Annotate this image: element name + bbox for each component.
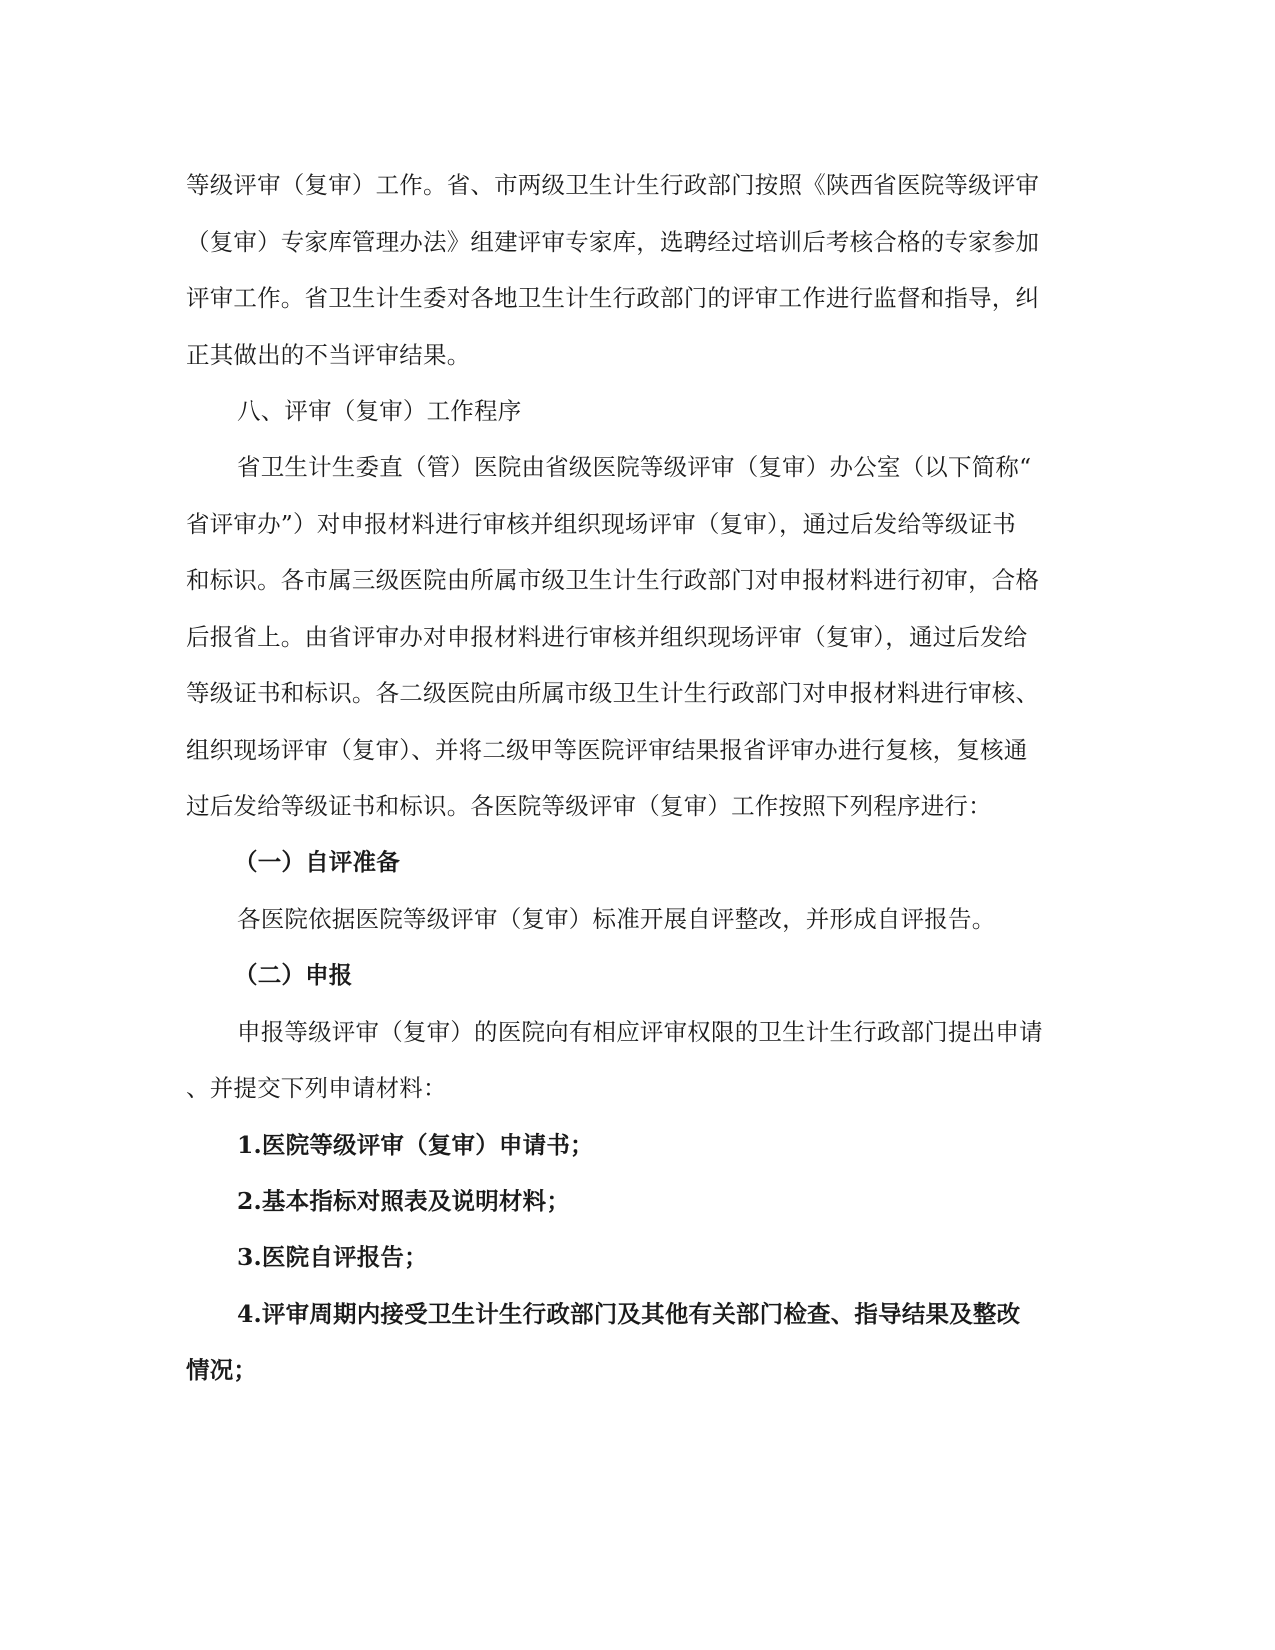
text-line: （复审）专家库管理办法》组建评审专家库，选聘经过培训后考核合格的专家参加	[186, 228, 1040, 256]
subsection-heading-self-evaluation: （一）自评准备	[234, 848, 400, 876]
text-line: 各医院依据医院等级评审（复审）标准开展自评整改，并形成自评报告。	[237, 905, 996, 933]
text-line: 评审工作。省卫生计生委对各地卫生计生行政部门的评审工作进行监督和指导，纠	[186, 284, 1040, 312]
text-line: 正其做出的不当评审结果。	[186, 341, 471, 369]
text-line: 申报等级评审（复审）的医院向有相应评审权限的卫生计生行政部门提出申请	[237, 1018, 1043, 1046]
text-line: 、并提交下列申请材料：	[186, 1074, 447, 1102]
list-item: 4.评审周期内接受卫生计生行政部门及其他有关部门检查、指导结果及整改	[237, 1300, 1021, 1328]
text-line: 后报省上。由省评审办对申报材料进行审核并组织现场评审（复审），通过后发给	[186, 623, 1028, 651]
text-line: 省评审办”）对申报材料进行审核并组织现场评审（复审），通过后发给等级证书	[186, 510, 1016, 538]
section-heading: 八、评审（复审）工作程序	[237, 397, 522, 425]
list-item: 2.基本指标对照表及说明材料；	[237, 1187, 571, 1215]
list-item: 3.医院自评报告；	[237, 1243, 428, 1271]
text-line: 过后发给等级证书和标识。各医院等级评审（复审）工作按照下列程序进行：	[186, 792, 992, 820]
subsection-heading-application: （二）申报	[234, 961, 353, 989]
text-line: 省卫生计生委直（管）医院由省级医院等级评审（复审）办公室（以下简称“	[237, 453, 1032, 481]
text-line: 等级评审（复审）工作。省、市两级卫生计生行政部门按照《陕西省医院等级评审	[186, 171, 1040, 199]
list-item: 1.医院等级评审（复审）申请书；	[237, 1131, 594, 1159]
text-line: 组织现场评审（复审）、并将二级甲等医院评审结果报省评审办进行复核，复核通	[186, 736, 1028, 764]
list-item-continuation: 情况；	[186, 1356, 258, 1384]
text-line: 等级证书和标识。各二级医院由所属市级卫生计生行政部门对申报材料进行审核、	[186, 679, 1040, 707]
text-line: 和标识。各市属三级医院由所属市级卫生计生行政部门对申报材料进行初审，合格	[186, 566, 1040, 594]
